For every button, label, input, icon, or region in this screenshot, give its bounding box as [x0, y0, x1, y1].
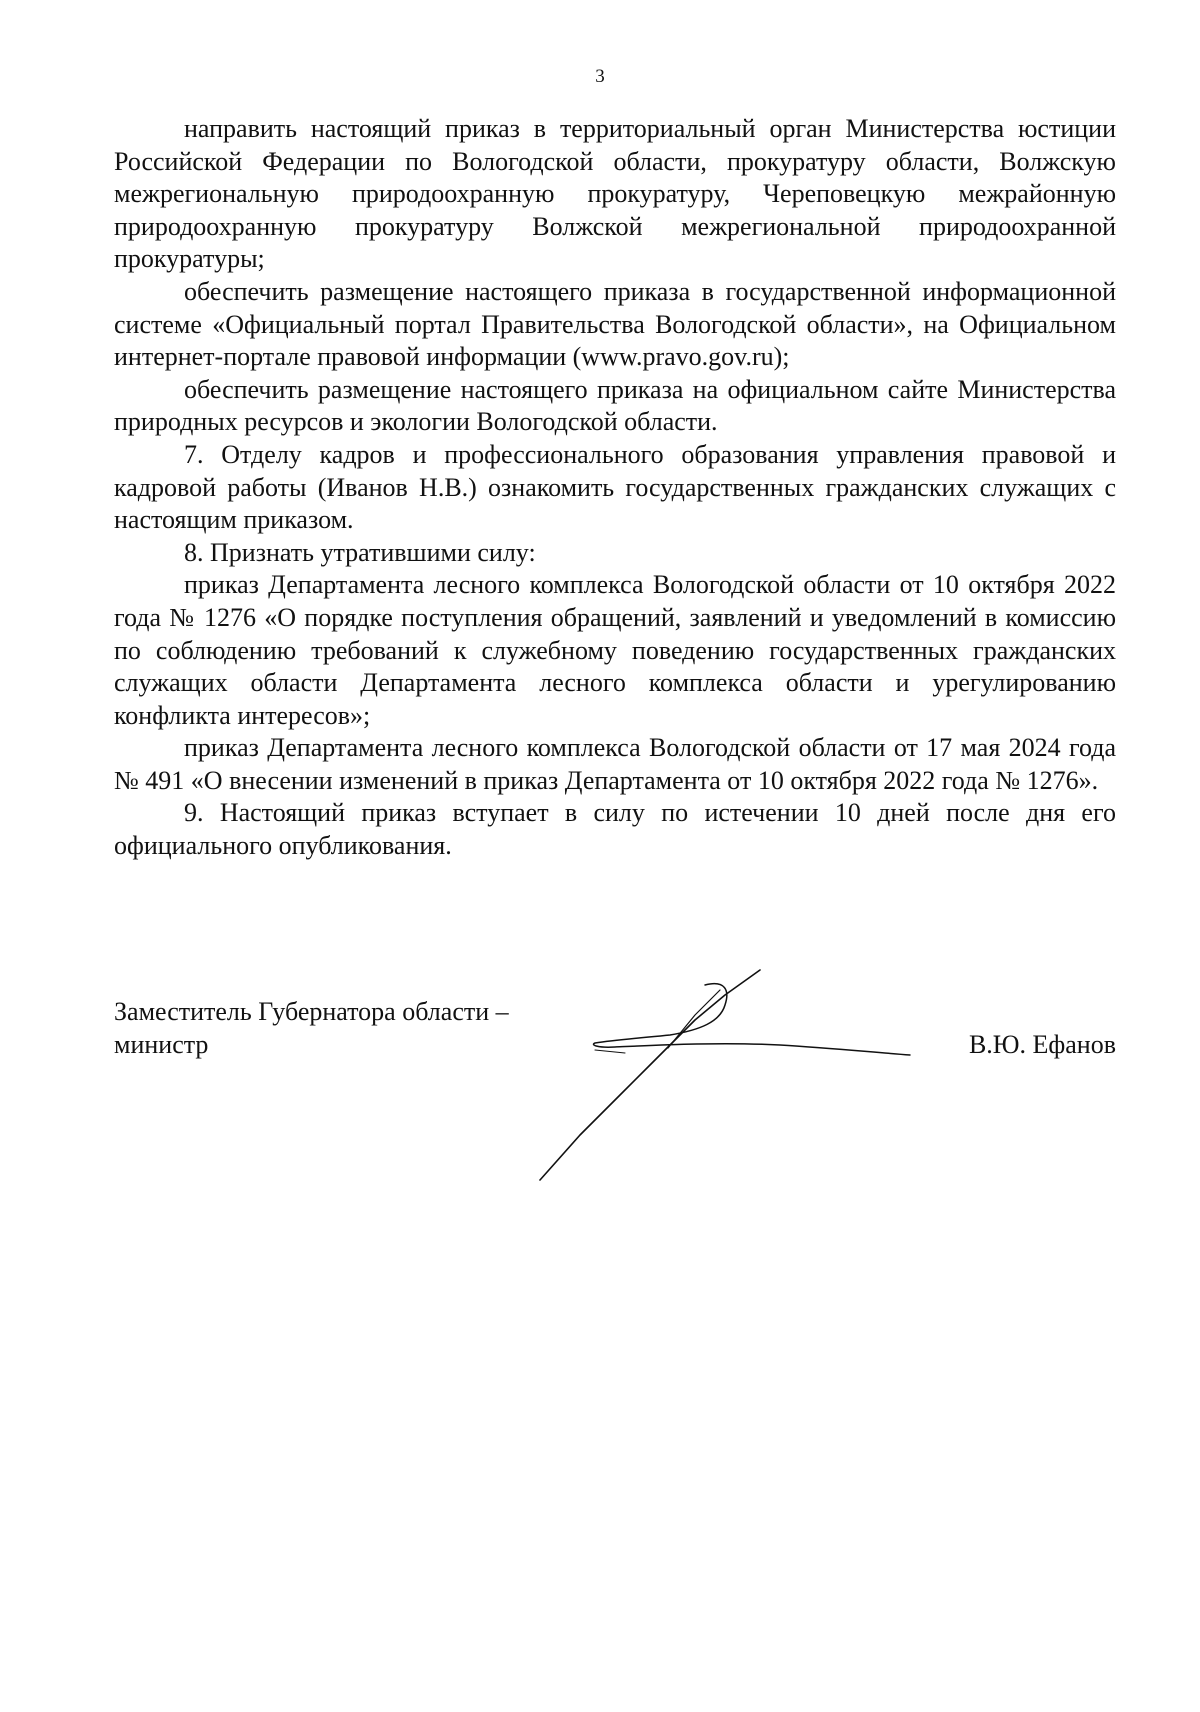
paragraph-repeal-491: приказ Департамента лесного комплекса Вологодской области от 17 мая 2024 года № 491 «О внесении изменений в приказ Департамента от 10 октября 2022 года № 1276».	[114, 733, 1116, 795]
paragraph-publish-site: обеспечить размещение настоящего приказа на официальном сайте Министерства природных ресурсов и экологии Вологодской области.	[114, 374, 1116, 437]
signature-stroke-short-dash	[595, 1050, 625, 1053]
signature-stroke-long-diagonal	[540, 970, 760, 1180]
paragraph-publish-gis: обеспечить размещение настоящего приказа в государственной информационной системе «Официальный портал Правительства Вологодской области», на Официальном интернет-портале правовой информации (www.pravo.gov.ru);	[114, 276, 1116, 372]
paragraph-item-9: 9. Настоящий приказ вступает в силу по истечении 10 дней после дня его официального опубликования.	[114, 798, 1116, 861]
paragraph-item-8: 8. Признать утратившими силу:	[184, 537, 536, 567]
paragraph-item-7: 7. Отделу кадров и профессионального образования управления правовой и кадровой работы (Иванов Н.В.) ознакомить государственных гражданских служащих с настоящим приказом.	[114, 439, 1116, 535]
document-body	[114, 113, 1116, 863]
handwritten-signature	[520, 960, 1000, 1190]
signer-position-line-1: Заместитель Губернатора области –	[114, 997, 509, 1026]
signature-stroke-loop	[594, 984, 910, 1055]
signer-position	[114, 996, 509, 1061]
paragraph-repeal-1276: приказ Департамента лесного комплекса Вологодской области от 10 октября 2022 года № 1276 «О порядке поступления обращений, заявлений и уведомлений в комиссию по соблюдению требований к служебному поведению государственных гражданских служащих области Департамента лесного комплекса области и урегулированию конфликта интересов»;	[114, 570, 1116, 730]
page-number: 3	[595, 66, 605, 87]
signer-position-line-2: министр	[114, 1029, 209, 1059]
signer-name: В.Ю. Ефанов	[968, 1029, 1116, 1059]
signature-stroke-upper-diagonal	[668, 990, 720, 1048]
paragraph-send-order: направить настоящий приказ в территориальный орган Министерства юстиции Российской Федерации по Вологодской области, прокуратуру области, Волжскую межрегиональную природоохранную прокуратуру, Череповецкую межрайонную природоохранную прокуратуру Волжской межрегиональной природоохранной прокуратуры;	[114, 114, 1116, 274]
